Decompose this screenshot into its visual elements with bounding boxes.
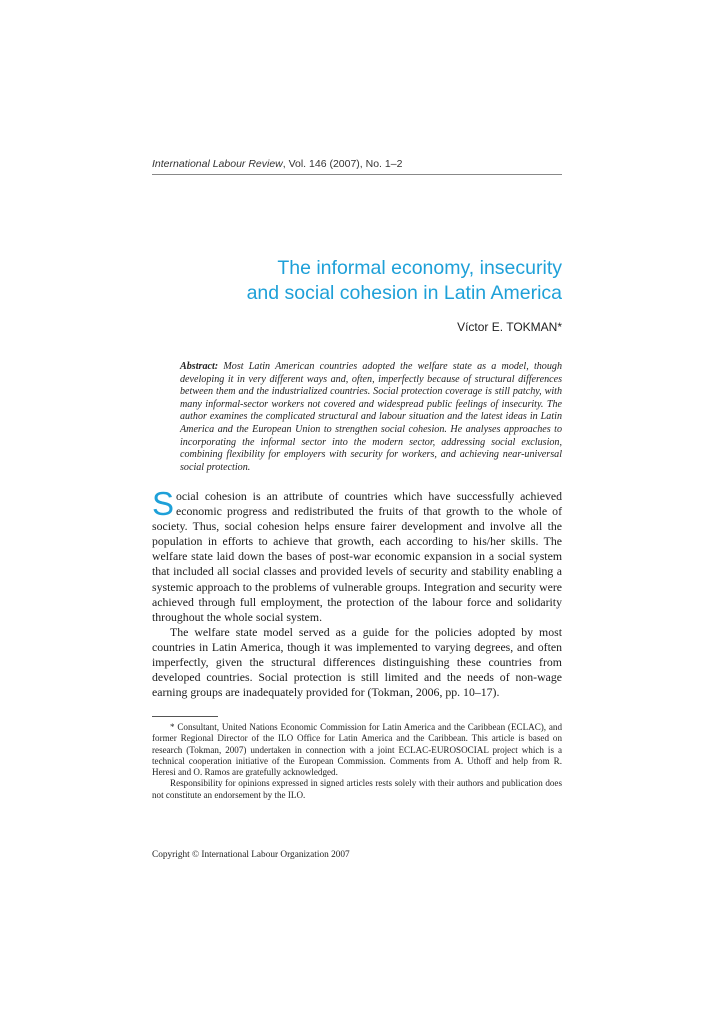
title-line-2: and social cohesion in Latin America bbox=[246, 282, 562, 304]
article-body bbox=[152, 485, 562, 700]
body-paragraph-1-text: ocial cohesion is an attribute of countries which have successfully achieved economic progress and redistributed the fruits of that growth to the whole of society. Thus, social cohesion helps ensure fairer development and involve all the population in efforts to achieve that growth, each according to his/her skills. The welfare state laid down the bases of post-war economic expansion in a social system that included all social classes and provided levels of security and stability enabling a systemic approach to the problems of vulnerable groups. Integration and security were achieved through full employment, the protection of the labour force and solidarity throughout the whole social system. bbox=[152, 489, 562, 624]
copyright-notice: Copyright © International Labour Organization 2007 bbox=[152, 850, 350, 860]
title-line-1: The informal economy, insecurity bbox=[277, 257, 562, 279]
author-footnote-mark: * bbox=[557, 320, 562, 334]
abstract-text: Most Latin American countries adopted the welfare state as a model, though developing it in very different ways and, often, imperfectly because of structural differences between them and the industrialized countries. Social protection coverage is still patchy, with many informal-sector workers not covered and widespread public feelings of insecurity. The author examines the complicated structural and labour situation and the latest ideas in Latin America and the European Union to strengthen social cohesion. He analyses approaches to incorporating the informal sector into the modern sector, addressing social exclusion, combining flexibility for employers with security for workers, and achieving near-universal social protection. bbox=[180, 361, 562, 473]
footnote-1: * Consultant, United Nations Economic Commission for Latin America and the Caribbean (ECLAC), and former Regional Director of the ILO Office for Latin America and the Caribbean. This article is based on research (Tokman, 2007) undertaken in connection with a joint ECLAC-EUROSOCIAL project which is a technical cooperation initiative of the European Commission. Comments from A. Uthoff and help from R. Heresi and O. Ramos are gratefully acknowledged. bbox=[152, 722, 562, 778]
body-paragraph-1 bbox=[152, 485, 562, 625]
journal-name: International Labour Review bbox=[152, 158, 283, 170]
volume-info: , Vol. 146 (2007), No. 1–2 bbox=[282, 158, 403, 170]
running-header bbox=[152, 158, 562, 175]
author-name: Víctor E. TOKMAN bbox=[457, 320, 558, 334]
abstract-label: Abstract: bbox=[180, 361, 219, 372]
footnote-divider bbox=[152, 716, 218, 717]
body-paragraph-2: The welfare state model served as a guide for the policies adopted by most countries in Latin America, though it was implemented to varying degrees, and often imperfectly, given the structural differences distinguishing these countries from developed countries. Social protection is still limited and the needs of non-wage earning groups are inadequately provided for (Tokman, 2006, pp. 10–17). bbox=[152, 624, 562, 700]
footnotes bbox=[152, 722, 562, 801]
abstract bbox=[180, 361, 562, 474]
footnote-2: Responsibility for opinions expressed in signed articles rests solely with their authors and publication does not constitute an endorsement by the ILO. bbox=[152, 778, 562, 800]
author-byline bbox=[152, 320, 562, 334]
article-title bbox=[152, 256, 562, 306]
drop-cap: S bbox=[152, 485, 175, 522]
